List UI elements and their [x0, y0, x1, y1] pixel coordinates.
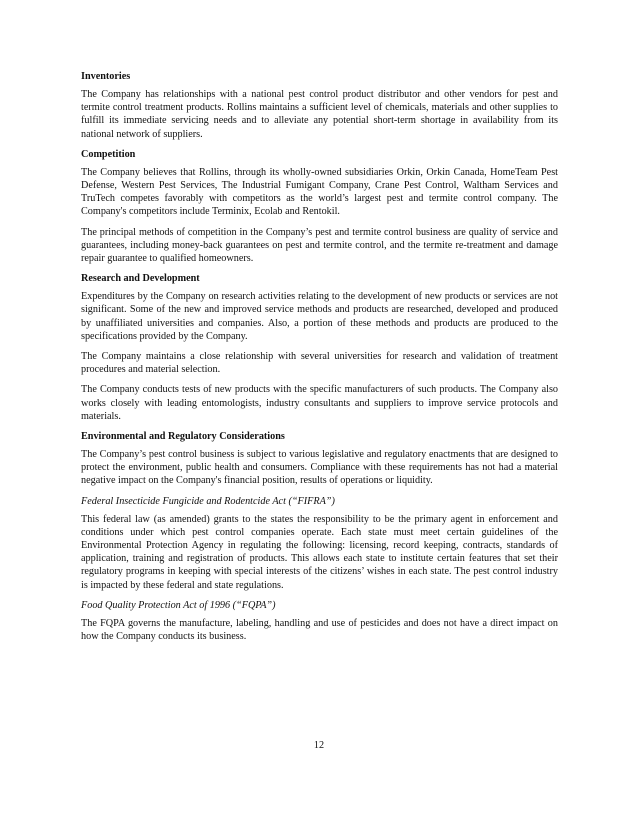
- paragraph: Expenditures by the Company on research activities relating to the development of new products or services are not significant. Some of the new and improved service methods and products are researched, developed and produced by unaffiliated universities and companies. Also, a portion of these methods and products are produced to the specifications provided by the Company.: [81, 291, 558, 342]
- subsection-fqpa: [81, 599, 558, 643]
- section-research-development: [81, 272, 558, 423]
- paragraph: The principal methods of competition in the Company’s pest and termite control business are quality of service and guarantees, including money-back guarantees on pest and termite control, and the termite re-treatment and damage repair guarantee to qualified homeowners.: [81, 226, 558, 265]
- section-competition: [81, 148, 558, 265]
- section-heading: Competition: [81, 148, 136, 160]
- section-inventories: [81, 70, 558, 141]
- paragraph: The Company conducts tests of new products with the specific manufacturers of such products. The Company also works closely with leading entomologists, industry consultants and suppliers to improve service protocols and materials.: [81, 384, 558, 422]
- paragraph: The Company’s pest control business is subject to various legislative and regulatory enactments that are designed to protect the environment, public health and consumers. Compliance with these requirements has not had a material negative impact on the Company's financial position, results of operations or liquidity.: [81, 449, 558, 487]
- paragraph: The Company has relationships with a national pest control product distributor and other vendors for pest and termite control treatment products. Rollins maintains a sufficient level of chemicals, materials and other supplies to fulfill its immediate servicing needs and to alleviate any potential short-term shortage in availability from its national network of suppliers.: [81, 89, 558, 140]
- section-heading: Environmental and Regulatory Considerations: [81, 431, 285, 443]
- paragraph: This federal law (as amended) grants to the states the responsibility to be the primary agent in enforcement and conditions under which pest control companies operate. Each state must meet certain guidelines of the Environmental Protection Agency in regulating the following: licensing, record keeping, contracts, standards of application, training and registration of products. This allows each state to institute certain features that set their regulatory programs in keeping with special interests of the citizens’ wishes in each state. The pest control industry is impacted by these federal and state regulations.: [81, 513, 558, 591]
- subsection-fifra: [81, 495, 558, 592]
- subsection-heading: Federal Insecticide Fungicide and Rodentcide Act (“FIFRA”): [81, 495, 335, 507]
- page-number: 12: [313, 740, 325, 751]
- paragraph: The FQPA governs the manufacture, labeling, handling and use of pesticides and does not have a direct impact on how the Company conducts its business.: [81, 617, 558, 643]
- paragraph: The Company believes that Rollins, through its wholly-owned subsidiaries Orkin, Orkin Canada, HomeTeam Pest Defense, Western Pest Services, The Industrial Fumigant Company, Crane Pest Control, Waltham Services and TruTech competes favorably with competitors as the world’s largest pest and termite control company. The Company's competitors include Terminix, Ecolab and Rentokil.: [81, 166, 558, 218]
- section-environmental-regulatory: [81, 430, 558, 488]
- document-page: [81, 70, 558, 650]
- section-heading: Inventories: [81, 71, 131, 82]
- paragraph: The Company maintains a close relationship with several universities for research and validation of treatment procedures and material selection.: [81, 351, 558, 376]
- subsection-heading: Food Quality Protection Act of 1996 (“FQPA”): [81, 599, 276, 611]
- section-heading: Research and Development: [81, 273, 200, 285]
